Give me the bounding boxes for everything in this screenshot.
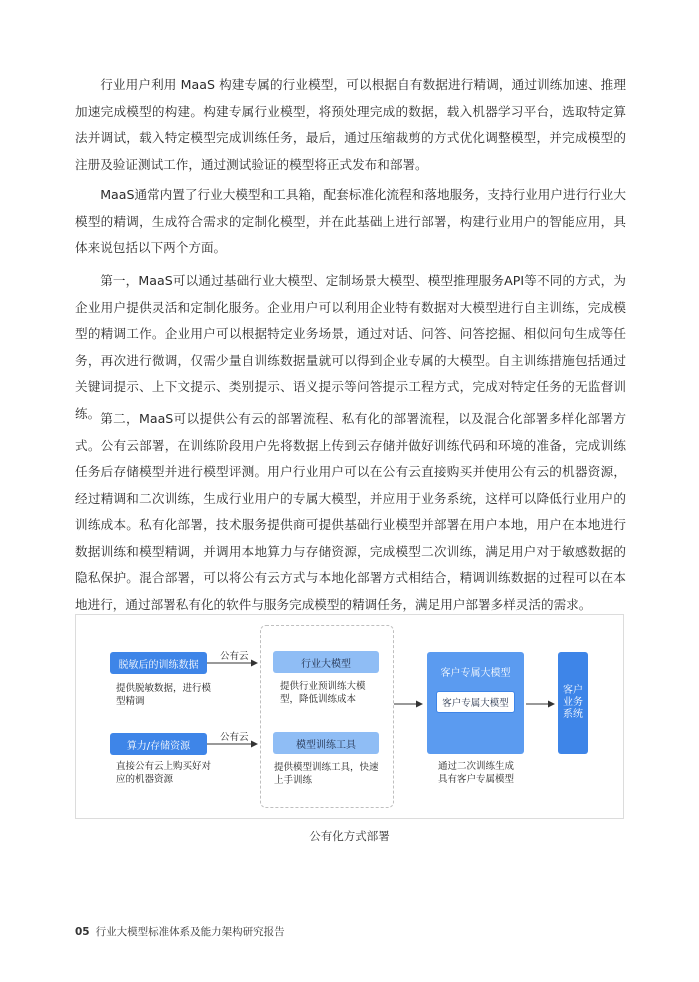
note-training-toolbox: 提供模型训练工具，快速上手训练 — [274, 762, 379, 786]
node-business-system: 客户业务系统 — [558, 652, 588, 754]
note-customer-model: 通过二次训练生成具有客户专属模型 — [438, 761, 515, 785]
edge-label-public-cloud-1: 公有云 — [220, 651, 249, 662]
edge-label-public-cloud-2: 公有云 — [220, 732, 249, 743]
note-training-data: 提供脱敏数据，进行模型精调 — [116, 683, 212, 707]
paragraph-1: 行业用户利用 MaaS 构建专属的行业模型，可以根据自有数据进行精调，通过训练加速、推理加速完成模型的构建。构建专属行业模型，将预处理完成的数据，载入机器学习平台，选取特定算法并调试，载入特定模型完成训练任务，最后，通过压缩裁剪的方式优化调整模型，并完成模型的注册及验证测试工作，通过测试验证的模型将正式发布和部署。 — [75, 77, 626, 172]
node-customer-model-inner: 客户专属大模型 — [436, 691, 515, 713]
deployment-diagram — [75, 614, 624, 819]
report-title: 行业大模型标准体系及能力架构研究报告 — [95, 926, 285, 938]
page-footer — [75, 924, 285, 939]
customer-model-outer-label: 客户专属大模型 — [440, 668, 511, 679]
paragraph-4: 第二，MaaS可以提供公有云的部署流程、私有化的部署流程，以及混合化部署多样化部署方式。公有云部署，在训练阶段用户先将数据上传到云存储并做好训练代码和环境的准备，完成训练任务后存储模型并进行模型评测。用户行业用户可以在公有云直接购买并使用公有云的机器资源，经过精调和二次训练，生成行业用户的专属大模型，并应用于业务系统，这样可以降低行业用户的训练成本。私有化部署，技术服务提供商可提供基础行业模型并部署在用户本地，用户在本地进行数据训练和模型精调，并调用本地算力与存储资源，完成模型二次训练，满足用户对于敏感数据的隐私保护。混合部署，可以将公有云方式与本地化部署方式相结合，精调训练数据的过程可以在本地进行，通过部署私有化的软件与服务完成模型的精调任务，满足用户部署多样灵活的需求。 — [75, 411, 626, 612]
page-number: 05 — [75, 926, 90, 938]
figure-caption: 公有化方式部署 — [309, 829, 390, 843]
note-compute-storage: 直接公有云上购买好对应的机器资源 — [116, 761, 212, 785]
node-industry-model: 行业大模型 — [273, 651, 379, 673]
node-compute-storage: 算力/存储资源 — [110, 733, 207, 755]
node-training-toolbox: 模型训练工具 — [273, 732, 379, 754]
note-industry-model: 提供行业预训练大模型，降低训练成本 — [280, 681, 366, 705]
node-training-data: 脱敏后的训练数据 — [110, 652, 207, 674]
paragraph-3: 第一，MaaS可以通过基础行业大模型、定制场景大模型、模型推理服务API等不同的方式，为企业用户提供灵活和定制化服务。企业用户可以利用企业特有数据对大模型进行自主训练，完成模型的精调工作。企业用户可以根据特定业务场景，通过对话、问答、问答挖掘、相似问句生成等任务，再次进行微调，仅需少量自训练数据量就可以得到企业专属的大模型。自主训练措施包括通过关键词提示、上下文提示、类别提示、语义提示等问答提示工程方式，完成对特定任务的无监督训练。 — [75, 273, 626, 421]
paragraph-2: MaaS通常内置了行业大模型和工具箱，配套标准化流程和落地服务，支持行业用户进行行业大模型的精调，生成符合需求的定制化模型，并在此基础上进行部署，构建行业用户的智能应用，具体来说包括以下两个方面。 — [75, 187, 626, 255]
